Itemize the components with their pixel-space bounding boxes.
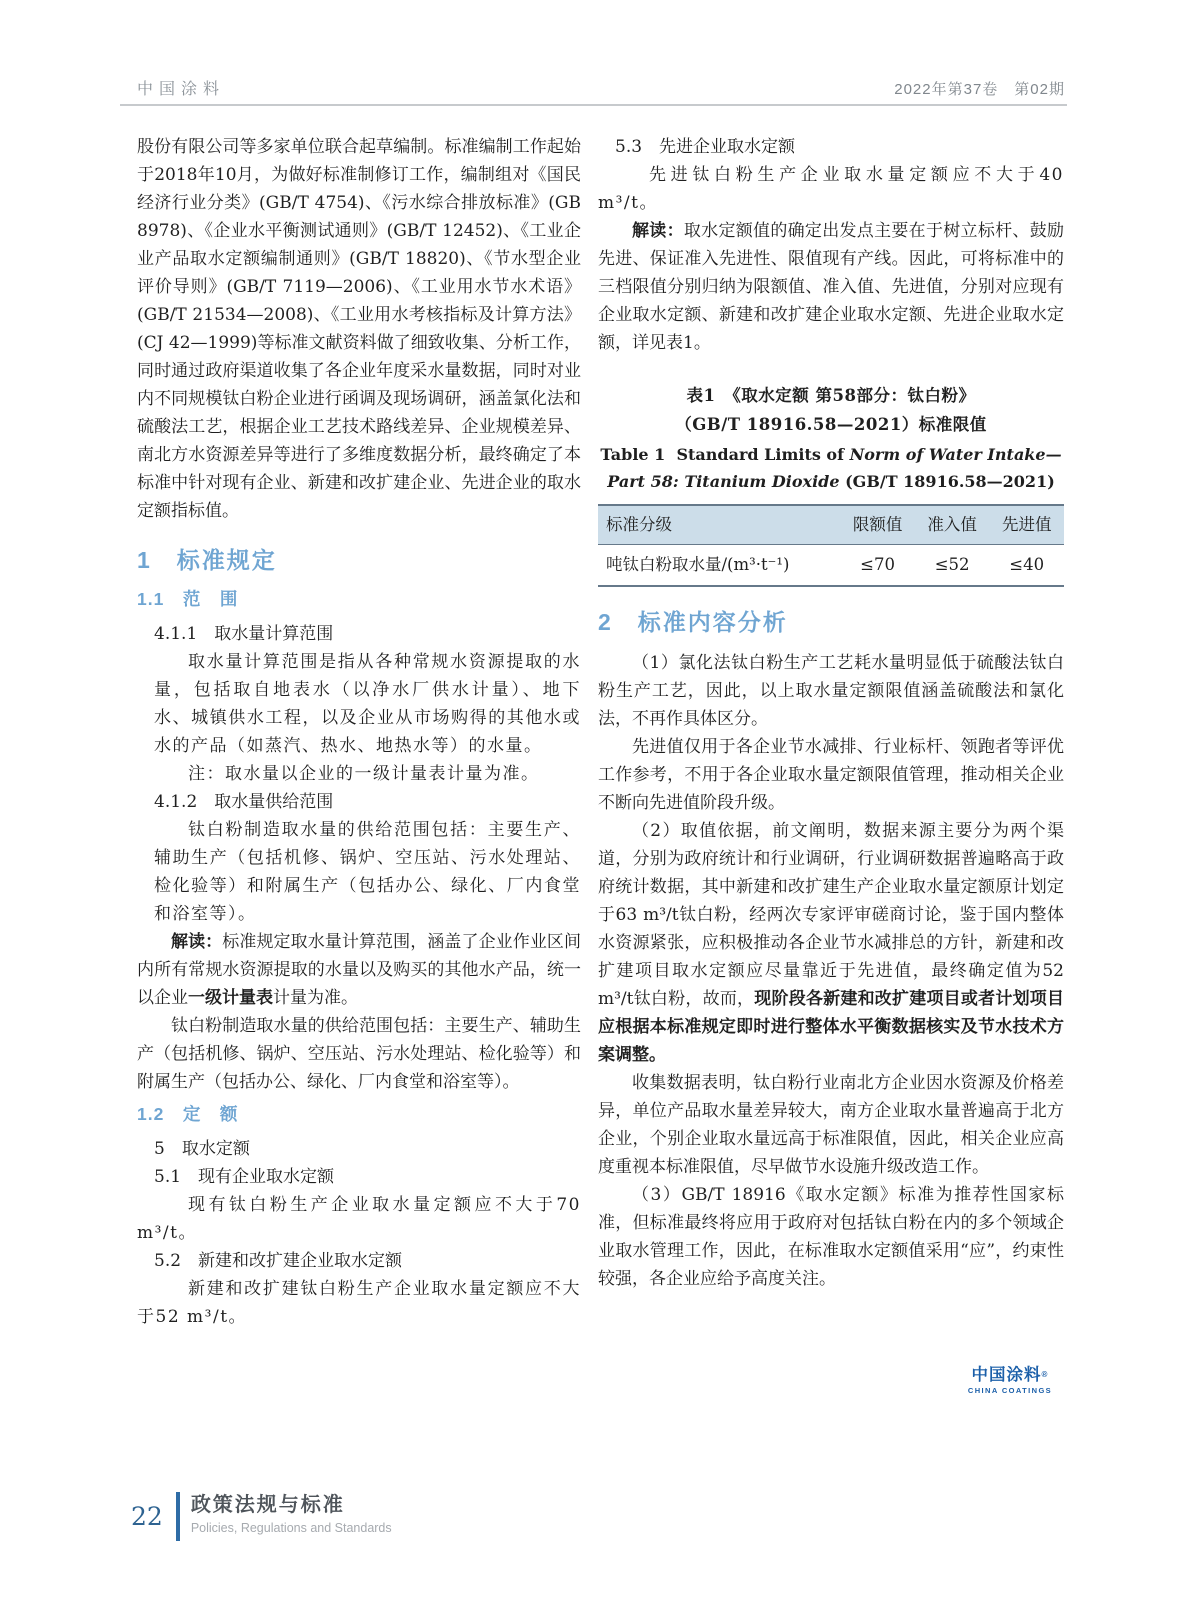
analysis-paragraph-2: 先进值仅用于各企业节水减排、行业标杆、领跑者等评优工作参考，不用于各企业取水量定额限值管理，推动相关企业不断向先进值阶段升级。 [598, 737, 1064, 813]
section-1-1-heading: 1.1 范 围 [137, 589, 239, 609]
interpretation-1-label: 解读： [171, 932, 223, 951]
table-cell-advanced-value: ≤40 [1009, 555, 1045, 574]
analysis-paragraph-5: （3）GB/T 18916《取水定额》标准为推荐性国家标准，但标准最终将应用于政府对包括钛白粉在内的多个领域企业取水管理工作，因此，在标准取水定额值采用“应”，约束性较强，各企业应给予高度关注。 [598, 1185, 1064, 1289]
table-1-title-en-italic: Norm of Water Intake—Part 58: Titanium Dioxide [607, 445, 1062, 491]
table-header-grade: 标准分级 [606, 515, 672, 534]
table-row [598, 545, 1064, 587]
clause-5-1-body: 现有钛白粉生产企业取水量定额应不大于70 m³/t。 [137, 1195, 581, 1243]
table-1-title-en [598, 441, 1064, 495]
page-number: 22 [131, 1502, 163, 1531]
table-header-limit: 限额值 [852, 515, 903, 534]
supply-scope-paragraph: 钛白粉制造取水量的供给范围包括：主要生产、辅助生产（包括机修、锅炉、空压站、污水处理站、检化验等）和附属生产（包括办公、绿化、厂内食堂和浴室等）。 [137, 1016, 581, 1092]
standard-limits-table [598, 504, 1064, 587]
clause-4-1-1-title: 4.1.1 取水量计算范围 [154, 624, 334, 644]
table-1-block [598, 381, 1064, 587]
interpretation-1-bold-term: 一级计量表 [188, 988, 273, 1007]
clause-5-1-title: 5.1 现有企业取水定额 [154, 1167, 335, 1187]
table-1-title-en-suffix: (GB/T 18916.58—2021) [839, 472, 1055, 491]
right-column [598, 133, 1064, 1293]
footer-section-cn: 政策法规与标准 [190, 1494, 345, 1516]
interpretation-2-label: 解读： [632, 221, 684, 240]
table-cell-limit-value: ≤70 [860, 555, 895, 574]
table-cell-entry-value: ≤52 [934, 555, 970, 574]
page-footer [131, 1492, 392, 1541]
china-coatings-logo [952, 1366, 1068, 1395]
clause-4-1-1-body: 取水量计算范围是指从各种常规水资源提取的水量，包括取自地表水（以净水厂供水计量）、地下水、城镇供水工程，以及企业从市场购得的其他水或水的产品（如蒸汽、热水、地热水等）的水量。 [154, 652, 581, 756]
logo-cn-text [952, 1366, 1068, 1384]
table-header-advanced: 先进值 [1001, 515, 1052, 534]
table-cell-indicator: 吨钛白粉取水量/(m³·t⁻¹) [606, 555, 790, 574]
header-rule [120, 104, 1067, 106]
table-1-title-cn-line1: 表1 《取水定额 第58部分：钛白粉》 [686, 386, 976, 405]
issue-info: 2022年第37卷 第02期 [894, 81, 1065, 98]
left-column [137, 133, 581, 1331]
section-1-heading: 1 标准规定 [137, 547, 277, 573]
clause-5-2-body: 新建和改扩建钛白粉生产企业取水量定额应不大于52 m³/t。 [137, 1279, 581, 1327]
clause-5-2-title: 5.2 新建和改扩建企业取水定额 [154, 1251, 403, 1271]
interpretation-1-text-a: 标准规定取水量计算范围，涵盖了企业作业区间内所有常规水资源提取的水量以及购买的其他水产品，统一以企业 [137, 932, 582, 1008]
table-1-title-cn-line2: （GB/T 18916.58—2021）标准限值 [675, 415, 987, 434]
interpretation-2-paragraph [598, 217, 1064, 357]
analysis-paragraph-3-text: （2）取值依据，前文阐明，数据来源主要分为两个渠道，分别为政府统计和行业调研，行业调研数据普遍略高于政府统计数据，其中新建和改扩建生产企业取水量定额原计划定于63 m³/t钛白粉，经两次专家评审磋商讨论，鉴于国内整体水资源紧张，应积极推动各企业节水减排总的方针，新建和改扩建项目取水定额应尽量靠近于先进值，最终确定值为52 m³/t钛白粉，故而， [598, 821, 1064, 1009]
clause-5-title: 5 取水定额 [154, 1139, 250, 1159]
analysis-paragraph-1: （1）氯化法钛白粉生产工艺耗水量明显低于硫酸法钛白粉生产工艺，因此，以上取水量定额限值涵盖硫酸法和氯化法，不再作具体区分。 [598, 653, 1064, 729]
section-1-2-heading: 1.2 定 额 [137, 1104, 239, 1124]
registered-mark-icon: ® [1041, 1370, 1049, 1379]
journal-name: 中国涂料 [137, 81, 226, 98]
clause-5-3-body: 先进钛白粉生产企业取水量定额应不大于40 m³/t。 [598, 165, 1064, 213]
footer-section-labels [191, 1492, 392, 1535]
logo-en-text: CHINA COATINGS [967, 1386, 1053, 1395]
clause-4-1-2-title: 4.1.2 取水量供给范围 [154, 792, 334, 812]
footer-divider-bar [176, 1492, 180, 1541]
table-1-title-en-prefix: Table 1 Standard Limits of [600, 445, 850, 464]
table-header-row [598, 505, 1064, 545]
interpretation-1-text-b: 计量为准。 [273, 988, 358, 1008]
analysis-paragraph-4: 收集数据表明，钛白粉行业南北方企业因水资源及价格差异，单位产品取水量差异较大，南方企业取水量普遍高于北方企业，个别企业取水量远高于标准限值，因此，相关企业应高度重视本标准限值，尽早做节水设施升级改造工作。 [598, 1073, 1064, 1177]
table-header-entry: 准入值 [927, 515, 977, 534]
logo-cn-chars: 中国涂料 [971, 1366, 1042, 1384]
analysis-paragraph-3 [598, 817, 1064, 1069]
clause-4-1-2-body: 钛白粉制造取水量的供给范围包括：主要生产、辅助生产（包括机修、锅炉、空压站、污水处理站、检化验等）和附属生产（包括办公、绿化、厂内食堂和浴室等）。 [154, 820, 581, 924]
interpretation-1-paragraph [137, 928, 581, 1012]
interpretation-2-text: 取水定额值的确定出发点主要在于树立标杆、鼓励先进、保证准入先进性、限值现有产线。因此，可将标准中的三档限值分别归纳为限额值、准入值、先进值，分别对应现有企业取水定额、新建和改扩建企业取水定额、先进企业取水定额，详见表1。 [598, 221, 1064, 353]
footer-section-en: Policies, Regulations and Standards [190, 1521, 392, 1535]
analysis-paragraph-3-bold: 现阶段各新建和改扩建项目或者计划项目应根据本标准规定即时进行整体水平衡数据核实及节水技术方案调整。 [598, 989, 1065, 1064]
continuation-paragraph: 股份有限公司等多家单位联合起草编制。标准编制工作起始于2018年10月，为做好标准制修订工作，编制组对《国民经济行业分类》(GB/T 4754)、《污水综合排放标准》(GB 8978)、《企业水平衡测试通则》(GB/T 12452)、《工业企业产品取水定额编制通则》(GB/T 18820)、《节水型企业评价导则》(GB/T 7119—2006)、《工业用水节水术语》(GB/T 21534—2008)、《工业用水考核指标及计算方法》(CJ 42—1999)等标准文献资料做了细致收集、分析工作，同时通过政府渠道收集了各企业年度采水量数据，同时对业内不同规模钛白粉企业进行函调及现场调研，涵盖氯化法和硫酸法工艺，根据企业工艺技术路线差异、企业规模差异、南北方水资源差异等进行了多维度数据分析，最终确定了本标准中针对现有企业、新建和改扩建企业、先进企业的取水定额指标值。 [137, 137, 581, 521]
section-2-heading: 2 标准内容分析 [598, 609, 788, 635]
clause-4-1-1-note: 注：取水量以企业的一级计量表计量为准。 [188, 764, 540, 784]
clause-5-3-title: 5.3 先进企业取水定额 [615, 137, 796, 157]
